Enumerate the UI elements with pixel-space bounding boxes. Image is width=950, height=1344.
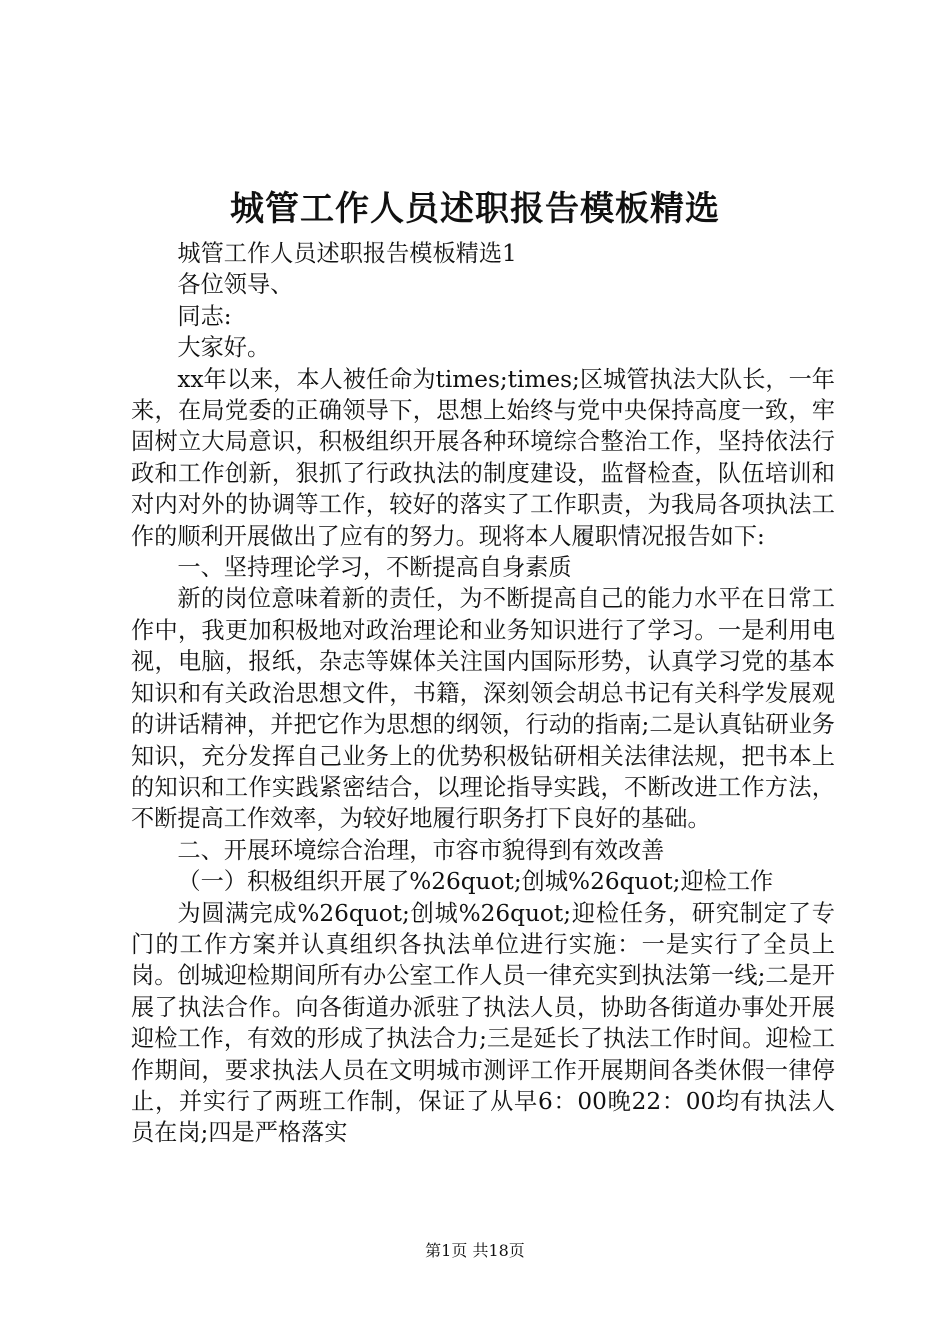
paragraph-salutation-2: 同志:	[177, 302, 232, 330]
document-body	[131, 238, 835, 1149]
section-heading-1: 一、坚持理论学习，不断提高自身素质	[177, 554, 572, 582]
paragraph-section-1: 新的岗位意味着新的责任，为不断提高自己的能力水平在日常工作中，我更加积极地对政治理论和业务知识进行了学习。一是利用电视，电脑，报纸，杂志等媒体关注国内国际形势，认真学习党的基本知识和有关政治思想文件，书籍，深刻领会胡总书记有关科学发展观的讲话精神，并把它作为思想的纲领，行动的指南;二是认真钻研业务知识，充分发挥自己业务上的优势积极钻研相关法律法规，把书本上的知识和工作实践紧密结合，以理论指导实践，不断改进工作方法，不断提高工作效率，为较好地履行职务打下良好的基础。	[131, 585, 835, 833]
paragraph-intro: xx年以来，本人被任命为times;times;区城管执法大队长，一年来，在局党委的正确领导下，思想上始终与党中央保持高度一致，牢固树立大局意识，积极组织开展各种环境综合整治工作，坚持依法行政和工作创新，狠抓了行政执法的制度建设，监督检查，队伍培训和对内对外的协调等工作，较好的落实了工作职责，为我局各项执法工作的顺利开展做出了应有的努力。现将本人履职情况报告如下:	[131, 365, 835, 550]
document-title: 城管工作人员述职报告模板精选	[230, 189, 720, 229]
paragraph-subtitle: 城管工作人员述职报告模板精选1	[177, 240, 517, 267]
section-heading-2: 二、开展环境综合治理，市容市貌得到有效改善	[177, 836, 665, 864]
paragraph-subsection-1: 为圆满完成%26quot;创城%26quot;迎检任务，研究制定了专门的工作方案并认真组织各执法单位进行实施：一是实行了全员上岗。创城迎检期间所有办公室工作人员一律充实到执法第一线;二是开展了执法合作。向各街道办派驻了执法人员，协助各街道办事处开展迎检工作，有效的形成了执法合力;三是延长了执法工作时间。迎检工作期间，要求执法人员在文明城市测评工作开展期间各类休假一律停止，并实行了两班工作制，保证了从早6：00晚22：00均有执法人员在岗;四是严格落实	[131, 899, 835, 1147]
page-number: 第1页 共18页	[425, 1241, 525, 1260]
paragraph-salutation-1: 各位领导、	[177, 271, 294, 299]
paragraph-greeting: 大家好。	[177, 334, 271, 362]
subsection-heading-1: （一）积极组织开展了%26quot;创城%26quot;迎检工作	[177, 868, 774, 896]
